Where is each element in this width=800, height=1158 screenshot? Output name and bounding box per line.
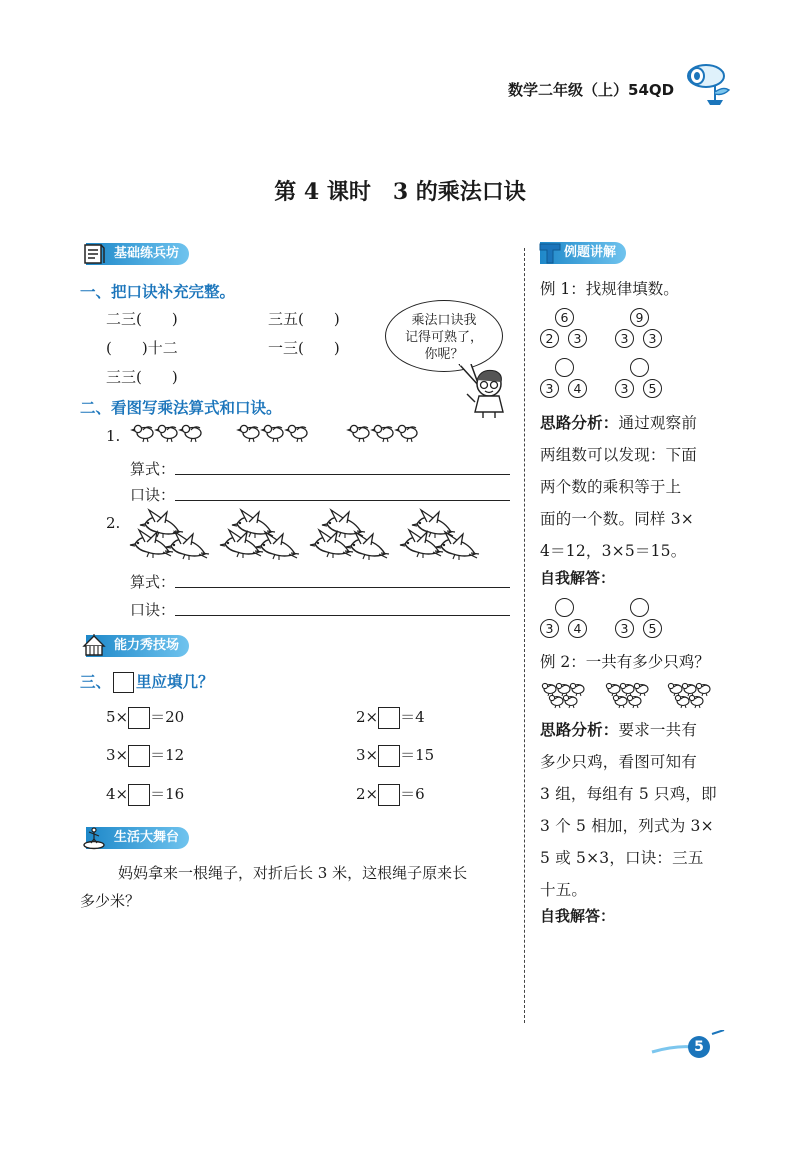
ex1-self-answer-label: 自我解答： (540, 569, 616, 587)
q3-eq-1: 5× ＝20 (106, 706, 184, 729)
ex1-answer-tree-2: 3 5 (615, 598, 667, 640)
q3-answer-box-6[interactable] (378, 784, 400, 806)
q2-part1-formula-label: 算式： (130, 460, 176, 478)
q1-item-2[interactable]: 三五( ) (268, 310, 340, 328)
q4-text-line2: 多少米？ (80, 892, 141, 910)
q1-item-5[interactable]: 三三( ) (106, 368, 178, 386)
speech-bubble-text: 乘法口诀我 记得可熟了， 你呢？ (404, 313, 483, 362)
q2-part2-formula-line[interactable] (175, 587, 510, 588)
ex1-tree-4-blank[interactable] (630, 358, 649, 377)
small-birds-picture (122, 420, 442, 446)
page-number: 5 (688, 1036, 710, 1058)
ex1-answer-tree-1: 3 4 (540, 598, 592, 640)
ex2-self-answer-label: 自我解答： (540, 907, 616, 925)
q2-part2-rhyme-line[interactable] (175, 615, 510, 616)
q1-item-1[interactable]: 二三( ) (106, 310, 178, 328)
ex1-answer-tree-2-blank[interactable] (630, 598, 649, 617)
q3-eq-3: 3× ＝12 (106, 744, 184, 767)
q3-answer-box-1[interactable] (128, 707, 150, 729)
q2-part2-label: 2. (106, 514, 121, 532)
q2-part1-formula-line[interactable] (175, 474, 510, 475)
stage-dancer-icon (82, 826, 106, 850)
q2-part2-rhyme-label: 口诀： (130, 601, 176, 619)
ex1-analysis: 思路分析：通过观察前 两组数可以发现：下面 两个数的乘积等于上 面的一个数。同样 3× 4＝12，3×5＝15。 (540, 414, 698, 560)
ex1-tree-3: 3 4 (540, 358, 592, 400)
q3-title: 三、 里应填几？ (80, 673, 214, 691)
big-birds-picture (125, 506, 485, 564)
badge-example: 例题讲解 (540, 242, 626, 264)
q2-part1-label: 1. (106, 427, 121, 445)
badge-skill-show: 能力秀技场 (86, 635, 189, 657)
book-title: 数学二年级（上）54QD (508, 81, 675, 99)
ex2-analysis: 思路分析：要求一共有 多少只鸡，看图可知有 3 组，每组有 5 只鸡，即 3 个 5 相加，列式为 3× 5 或 5×3，口诀：三五 十五。 (540, 721, 717, 899)
chicks-picture (540, 680, 730, 710)
q3-answer-box-2[interactable] (378, 707, 400, 729)
ex1-tree-4: 3 5 (615, 358, 667, 400)
q1-item-3[interactable]: ( )十二 (106, 339, 178, 357)
ex1-tree-3-blank[interactable] (555, 358, 574, 377)
lesson-title: 第 4 课时 3 的乘法口诀 (274, 179, 526, 205)
ex1-tree-1: 6 2 3 (540, 308, 592, 350)
q3-eq-2: 2× ＝4 (356, 706, 425, 729)
letter-t-icon (538, 241, 562, 265)
q1-item-4[interactable]: 一三( ) (268, 339, 340, 357)
q3-answer-box-3[interactable] (128, 745, 150, 767)
ex1-tree-2: 9 3 3 (615, 308, 667, 350)
q2-title: 二、看图写乘法算式和口诀。 (80, 399, 282, 417)
q3-answer-box-5[interactable] (128, 784, 150, 806)
ex1-title: 例 1：找规律填数。 (540, 280, 679, 298)
ex1-answer-tree-1-blank[interactable] (555, 598, 574, 617)
column-divider (524, 248, 525, 1023)
q3-eq-6: 2× ＝6 (356, 783, 425, 806)
wall-chart-icon (82, 242, 106, 266)
q2-part2-formula-label: 算式： (130, 573, 176, 591)
q2-part1-rhyme-label: 口诀： (130, 486, 176, 504)
badge-basic-practice: 基础练兵坊 (86, 243, 189, 265)
q3-answer-box-4[interactable] (378, 745, 400, 767)
circus-tent-icon (82, 634, 106, 658)
q3-title-box (113, 672, 134, 693)
telescope-plant-icon (683, 56, 735, 106)
q1-title: 一、把口诀补充完整。 (80, 283, 236, 301)
badge-life-stage: 生活大舞台 (86, 827, 189, 849)
q3-eq-5: 4× ＝16 (106, 783, 184, 806)
ex2-title: 例 2：一共有多少只鸡？ (540, 653, 710, 671)
q3-eq-4: 3× ＝15 (356, 744, 434, 767)
boy-character-icon (465, 368, 511, 420)
q4-text-line1: 妈妈拿来一根绳子，对折后长 3 米，这根绳子原来长 (118, 864, 468, 882)
q2-part1-rhyme-line[interactable] (175, 500, 510, 501)
